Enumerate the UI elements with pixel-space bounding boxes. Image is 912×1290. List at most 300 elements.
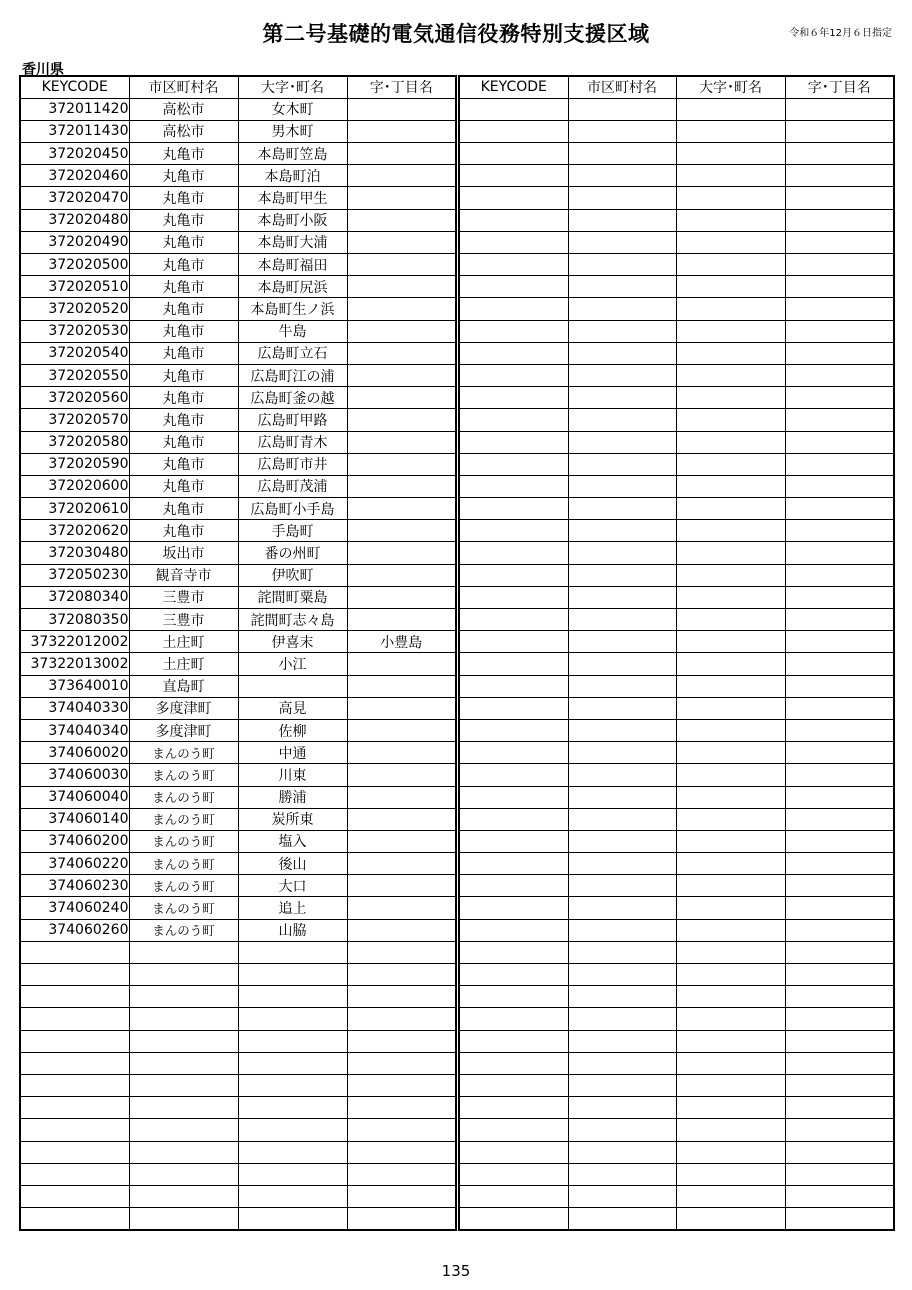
table-row	[459, 364, 894, 386]
table-row	[459, 409, 894, 431]
cell-aza	[785, 586, 894, 608]
table-row	[459, 209, 894, 231]
cell-municipality: 丸亀市	[129, 276, 238, 298]
table-row	[20, 764, 456, 786]
cell-keycode: 372020570	[20, 409, 129, 431]
cell-municipality: まんのう町	[129, 742, 238, 764]
cell-municipality	[568, 564, 676, 586]
cell-municipality	[568, 897, 676, 919]
table-row	[459, 1097, 894, 1119]
cell-keycode	[20, 1074, 129, 1096]
table-row	[20, 742, 456, 764]
cell-oaza: 本島町生ノ浜	[238, 298, 347, 320]
cell-municipality	[568, 1008, 676, 1030]
table-row	[20, 964, 456, 986]
cell-municipality	[129, 1185, 238, 1207]
cell-oaza	[676, 964, 785, 986]
cell-keycode	[459, 520, 568, 542]
cell-oaza	[676, 986, 785, 1008]
cell-municipality	[568, 1074, 676, 1096]
table-row	[20, 653, 456, 675]
table-row	[459, 431, 894, 453]
cell-keycode	[20, 941, 129, 963]
area-table-right	[458, 75, 895, 1231]
cell-keycode	[20, 1141, 129, 1163]
cell-oaza	[676, 1008, 785, 1030]
cell-aza	[347, 342, 456, 364]
cell-oaza	[676, 1185, 785, 1207]
table-row	[20, 298, 456, 320]
cell-municipality: 丸亀市	[129, 209, 238, 231]
table-row	[459, 475, 894, 497]
prefecture-label: 香川県	[22, 62, 64, 78]
cell-oaza	[676, 586, 785, 608]
cell-oaza	[676, 1074, 785, 1096]
cell-municipality	[129, 1097, 238, 1119]
table-row	[20, 431, 456, 453]
cell-municipality	[568, 387, 676, 409]
cell-aza	[347, 586, 456, 608]
table-row	[20, 409, 456, 431]
cell-keycode	[459, 1163, 568, 1185]
cell-aza	[347, 786, 456, 808]
table-row	[459, 520, 894, 542]
cell-keycode: 372011420	[20, 98, 129, 120]
cell-aza	[347, 1119, 456, 1141]
table-row	[459, 986, 894, 1008]
cell-municipality	[568, 830, 676, 852]
cell-municipality: 丸亀市	[129, 143, 238, 165]
cell-municipality: 多度津町	[129, 697, 238, 719]
cell-municipality: 丸亀市	[129, 187, 238, 209]
cell-municipality	[568, 475, 676, 497]
cell-keycode	[20, 1097, 129, 1119]
cell-keycode	[459, 653, 568, 675]
cell-aza	[347, 98, 456, 120]
cell-oaza	[676, 320, 785, 342]
cell-aza	[347, 675, 456, 697]
cell-aza	[347, 209, 456, 231]
table-row	[20, 941, 456, 963]
cell-aza	[347, 764, 456, 786]
cell-aza	[347, 609, 456, 631]
cell-aza	[347, 431, 456, 453]
cell-aza	[785, 98, 894, 120]
cell-oaza	[676, 231, 785, 253]
table-row	[459, 697, 894, 719]
cell-oaza	[676, 98, 785, 120]
cell-municipality	[568, 187, 676, 209]
cell-oaza: 中通	[238, 742, 347, 764]
cell-aza	[347, 1097, 456, 1119]
table-row	[459, 1163, 894, 1185]
cell-keycode	[459, 764, 568, 786]
cell-oaza: 広島町青木	[238, 431, 347, 453]
cell-aza	[347, 1030, 456, 1052]
table-row	[459, 586, 894, 608]
cell-aza	[347, 320, 456, 342]
cell-oaza	[238, 964, 347, 986]
table-row	[20, 498, 456, 520]
cell-aza	[347, 298, 456, 320]
cell-keycode: 374060240	[20, 897, 129, 919]
cell-keycode	[459, 808, 568, 830]
cell-aza	[785, 853, 894, 875]
cell-oaza	[676, 1163, 785, 1185]
cell-keycode	[459, 564, 568, 586]
cell-keycode: 372020470	[20, 187, 129, 209]
cell-municipality: 丸亀市	[129, 231, 238, 253]
cell-oaza: 本島町福田	[238, 254, 347, 276]
cell-aza	[785, 431, 894, 453]
table-row	[459, 1052, 894, 1074]
cell-municipality: まんのう町	[129, 919, 238, 941]
cell-keycode: 374040340	[20, 719, 129, 741]
cell-keycode	[459, 298, 568, 320]
cell-municipality: 観音寺市	[129, 564, 238, 586]
cell-oaza: 広島町立石	[238, 342, 347, 364]
cell-keycode: 372020560	[20, 387, 129, 409]
cell-oaza	[238, 1030, 347, 1052]
cell-aza	[347, 853, 456, 875]
table-row	[20, 586, 456, 608]
table-row	[459, 764, 894, 786]
cell-oaza: 広島町市井	[238, 453, 347, 475]
cell-keycode	[459, 143, 568, 165]
cell-oaza: 追上	[238, 897, 347, 919]
table-row	[20, 897, 456, 919]
cell-aza	[785, 231, 894, 253]
table-row	[459, 897, 894, 919]
cell-oaza	[238, 1119, 347, 1141]
cell-oaza	[676, 143, 785, 165]
cell-municipality	[568, 1052, 676, 1074]
cell-keycode	[459, 231, 568, 253]
table-row	[20, 1074, 456, 1096]
table-row	[459, 98, 894, 120]
cell-oaza: 手島町	[238, 520, 347, 542]
cell-aza	[785, 697, 894, 719]
table-row	[459, 498, 894, 520]
cell-aza	[347, 808, 456, 830]
table-row	[459, 453, 894, 475]
cell-keycode	[459, 986, 568, 1008]
table-row	[20, 609, 456, 631]
table-row	[20, 209, 456, 231]
cell-oaza: 牛島	[238, 320, 347, 342]
cell-aza	[347, 453, 456, 475]
cell-oaza	[676, 1052, 785, 1074]
cell-keycode	[459, 742, 568, 764]
cell-oaza: 男木町	[238, 120, 347, 142]
cell-keycode	[459, 631, 568, 653]
cell-municipality	[568, 675, 676, 697]
cell-keycode: 372011430	[20, 120, 129, 142]
cell-keycode	[20, 1030, 129, 1052]
cell-aza	[347, 387, 456, 409]
cell-keycode: 372080340	[20, 586, 129, 608]
cell-oaza: 本島町笠島	[238, 143, 347, 165]
cell-keycode: 372020500	[20, 254, 129, 276]
table-row	[459, 919, 894, 941]
cell-municipality	[568, 342, 676, 364]
table-row	[20, 453, 456, 475]
cell-municipality	[568, 120, 676, 142]
cell-aza	[785, 1074, 894, 1096]
cell-oaza	[676, 520, 785, 542]
cell-municipality	[568, 719, 676, 741]
cell-aza	[785, 875, 894, 897]
cell-municipality	[568, 764, 676, 786]
cell-keycode	[459, 342, 568, 364]
cell-municipality: 坂出市	[129, 542, 238, 564]
cell-aza	[347, 364, 456, 386]
cell-aza	[785, 1008, 894, 1030]
table-row	[20, 231, 456, 253]
table-row	[20, 631, 456, 653]
cell-aza	[347, 719, 456, 741]
cell-keycode	[459, 786, 568, 808]
cell-municipality	[568, 653, 676, 675]
cell-municipality	[568, 986, 676, 1008]
table-row	[20, 919, 456, 941]
cell-aza	[785, 964, 894, 986]
cell-aza	[785, 1141, 894, 1163]
table-row	[459, 675, 894, 697]
header-keycode: KEYCODE	[20, 76, 129, 98]
cell-keycode	[459, 542, 568, 564]
cell-municipality	[568, 1030, 676, 1052]
table-row	[20, 1163, 456, 1185]
table-row	[20, 542, 456, 564]
cell-oaza	[676, 364, 785, 386]
table-row	[459, 298, 894, 320]
cell-keycode	[459, 209, 568, 231]
cell-aza	[785, 120, 894, 142]
cell-aza	[785, 342, 894, 364]
cell-municipality: 丸亀市	[129, 520, 238, 542]
cell-oaza	[676, 387, 785, 409]
cell-oaza: 本島町大浦	[238, 231, 347, 253]
table-row	[459, 254, 894, 276]
cell-keycode: 37322013002	[20, 653, 129, 675]
cell-keycode	[459, 320, 568, 342]
cell-aza	[785, 409, 894, 431]
table-row	[20, 1208, 456, 1230]
table-row	[459, 808, 894, 830]
cell-oaza: 勝浦	[238, 786, 347, 808]
cell-municipality	[568, 1097, 676, 1119]
cell-aza	[347, 143, 456, 165]
cell-municipality: まんのう町	[129, 764, 238, 786]
cell-municipality: 丸亀市	[129, 409, 238, 431]
cell-keycode: 372020510	[20, 276, 129, 298]
table-row	[459, 830, 894, 852]
cell-municipality: 多度津町	[129, 719, 238, 741]
cell-municipality	[568, 542, 676, 564]
cell-keycode	[459, 98, 568, 120]
cell-municipality: 土庄町	[129, 653, 238, 675]
cell-municipality	[568, 853, 676, 875]
cell-oaza	[676, 786, 785, 808]
cell-keycode: 374060140	[20, 808, 129, 830]
table-row	[459, 719, 894, 741]
cell-keycode	[459, 1052, 568, 1074]
cell-municipality	[129, 1208, 238, 1230]
cell-municipality	[568, 453, 676, 475]
cell-keycode	[459, 387, 568, 409]
table-row	[20, 719, 456, 741]
cell-oaza	[676, 254, 785, 276]
cell-keycode: 373640010	[20, 675, 129, 697]
cell-municipality	[568, 98, 676, 120]
cell-aza	[347, 1074, 456, 1096]
header-row	[20, 76, 456, 98]
cell-oaza	[676, 609, 785, 631]
cell-aza	[347, 409, 456, 431]
cell-municipality	[129, 1074, 238, 1096]
cell-aza	[785, 453, 894, 475]
cell-oaza: 番の州町	[238, 542, 347, 564]
cell-municipality	[568, 1208, 676, 1230]
cell-municipality	[568, 697, 676, 719]
table-row	[20, 1052, 456, 1074]
cell-oaza	[676, 808, 785, 830]
cell-oaza: 広島町小手島	[238, 498, 347, 520]
cell-keycode	[459, 254, 568, 276]
table-row	[459, 742, 894, 764]
cell-keycode	[20, 1208, 129, 1230]
cell-keycode	[459, 1119, 568, 1141]
cell-keycode: 372020520	[20, 298, 129, 320]
cell-aza	[347, 276, 456, 298]
cell-municipality: まんのう町	[129, 808, 238, 830]
table-row	[20, 1141, 456, 1163]
cell-municipality: 丸亀市	[129, 254, 238, 276]
cell-municipality: 高松市	[129, 120, 238, 142]
cell-keycode	[459, 875, 568, 897]
cell-keycode	[459, 853, 568, 875]
cell-keycode	[459, 1008, 568, 1030]
table-row	[459, 853, 894, 875]
cell-oaza	[238, 1097, 347, 1119]
cell-municipality	[568, 276, 676, 298]
table-row	[459, 941, 894, 963]
cell-oaza	[676, 742, 785, 764]
cell-keycode	[459, 1185, 568, 1207]
cell-oaza	[676, 1119, 785, 1141]
cell-municipality	[568, 143, 676, 165]
cell-aza	[785, 143, 894, 165]
cell-oaza	[676, 564, 785, 586]
table-row	[20, 564, 456, 586]
cell-municipality	[129, 1119, 238, 1141]
cell-oaza	[676, 1208, 785, 1230]
cell-aza	[785, 1185, 894, 1207]
cell-aza	[785, 897, 894, 919]
cell-keycode	[459, 409, 568, 431]
cell-aza	[347, 653, 456, 675]
table-row	[459, 1208, 894, 1230]
cell-municipality: 高松市	[129, 98, 238, 120]
cell-municipality: 土庄町	[129, 631, 238, 653]
cell-keycode	[459, 675, 568, 697]
cell-aza	[347, 542, 456, 564]
table-row	[20, 853, 456, 875]
table-row	[459, 631, 894, 653]
cell-municipality	[568, 742, 676, 764]
cell-municipality	[129, 1163, 238, 1185]
cell-oaza	[676, 919, 785, 941]
table-row	[459, 1074, 894, 1096]
table-row	[459, 165, 894, 187]
cell-municipality	[129, 964, 238, 986]
cell-oaza	[676, 298, 785, 320]
cell-oaza	[676, 830, 785, 852]
cell-aza	[347, 1163, 456, 1185]
cell-municipality	[568, 165, 676, 187]
cell-oaza	[676, 209, 785, 231]
cell-oaza	[238, 1185, 347, 1207]
cell-municipality: 三豊市	[129, 609, 238, 631]
table-row	[20, 187, 456, 209]
cell-keycode: 374060030	[20, 764, 129, 786]
table-row	[459, 1030, 894, 1052]
table-row	[20, 808, 456, 830]
cell-oaza: 伊喜末	[238, 631, 347, 653]
table-row	[459, 1119, 894, 1141]
table-row	[20, 120, 456, 142]
cell-keycode: 374060220	[20, 853, 129, 875]
cell-keycode	[459, 830, 568, 852]
table-row	[20, 786, 456, 808]
table-row	[459, 342, 894, 364]
table-row	[459, 276, 894, 298]
cell-aza	[785, 764, 894, 786]
cell-municipality	[129, 1008, 238, 1030]
cell-municipality: 丸亀市	[129, 431, 238, 453]
cell-aza	[785, 298, 894, 320]
cell-oaza	[676, 631, 785, 653]
cell-aza	[785, 808, 894, 830]
cell-municipality	[568, 1185, 676, 1207]
cell-aza	[347, 1052, 456, 1074]
cell-aza	[347, 1185, 456, 1207]
cell-aza	[785, 1030, 894, 1052]
header-oaza: 大字･町名	[238, 76, 347, 98]
cell-aza	[785, 653, 894, 675]
cell-aza	[785, 165, 894, 187]
cell-municipality: 丸亀市	[129, 387, 238, 409]
table-row	[20, 475, 456, 497]
cell-municipality: まんのう町	[129, 875, 238, 897]
cell-keycode: 37322012002	[20, 631, 129, 653]
cell-aza	[347, 897, 456, 919]
cell-aza	[785, 919, 894, 941]
cell-municipality	[568, 209, 676, 231]
table-row	[20, 1119, 456, 1141]
cell-oaza: 女木町	[238, 98, 347, 120]
cell-aza	[347, 919, 456, 941]
cell-aza	[785, 187, 894, 209]
cell-keycode	[459, 498, 568, 520]
cell-oaza: 塩入	[238, 830, 347, 852]
cell-aza	[785, 941, 894, 963]
cell-keycode: 374060230	[20, 875, 129, 897]
cell-keycode	[459, 1141, 568, 1163]
cell-oaza	[676, 875, 785, 897]
cell-aza	[785, 276, 894, 298]
